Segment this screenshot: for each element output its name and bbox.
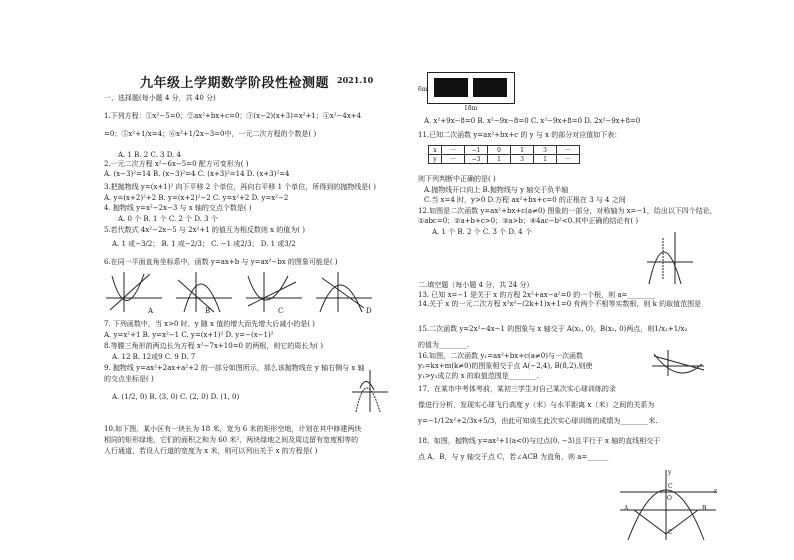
question-1-options: A. 1 B. 2 C. 3 D. 4 bbox=[118, 151, 181, 159]
question-14-line-2: 的值为________. bbox=[418, 341, 470, 349]
graph-c bbox=[246, 272, 302, 312]
question-11-options-ab: A.抛物线开口向上 B.抛物线与 y 轴交于负半轴 bbox=[424, 186, 569, 194]
fig18-label-o: O bbox=[667, 495, 672, 502]
fig18-label-c: C bbox=[668, 483, 673, 490]
question-7: 7. 下列函数中，当 x>0 时，y 随 x 值的增大而先增大后减小的是( ) bbox=[104, 320, 315, 328]
question-11-table bbox=[428, 145, 580, 164]
question-6: 6.在同一平面直角坐标系中，函数 y=ax+b 与 y=ax²−bx 的图象可能是( ) bbox=[104, 258, 338, 266]
graph-d bbox=[316, 272, 372, 312]
question-5: 5.若代数式 4x²−2x−5 与 2x²+1 的值互为相反数则 x 的值为( ) bbox=[104, 226, 305, 234]
question-15: 15.二次函数 y=2x²−4x−1 的图象与 x 轴交于 A(x₁, 0)，B(x₂, 0)两点，则1/x₁+1/x₂ bbox=[418, 325, 688, 333]
question-14: 14.关于 x 的一元二次方程 x²x²−(2k+1)x+1=0 有两个不相等实数根，则 k 的取值范围是 bbox=[418, 300, 702, 308]
q6-choice-a: A bbox=[148, 307, 154, 315]
q6-choice-b: B bbox=[205, 307, 211, 315]
question-9-options: A. (1/2, 0) B. (3, 0) C. (2, 0) D. (1, 0) bbox=[112, 393, 240, 401]
graph-a bbox=[106, 272, 162, 312]
question-16-graph bbox=[650, 348, 706, 378]
question-10-line-2: 相同的矩形绿地，它们的面积之和为 60 米²，两块绿地之间及周边留有宽度相等的 bbox=[104, 436, 359, 444]
q6-choice-d: D bbox=[366, 307, 372, 315]
question-9-graph bbox=[350, 368, 390, 414]
graph-b bbox=[176, 272, 232, 312]
question-4-options: A. 0 个 B. 1 个 C. 2 个 D. 3 个 bbox=[118, 215, 218, 223]
q6-choice-c: C bbox=[278, 307, 284, 315]
question-3-options: A. y=(x+2)²+2 B. y=(x+2)²−2 C. y=x²+2 D. y=x²−2 bbox=[104, 194, 289, 202]
table-row: x ··· −1 0 1 3 ··· bbox=[429, 146, 580, 155]
question-10-figure bbox=[427, 72, 515, 104]
question-8: 8.等腰三角形的两边长为方程 x²−7x+10=0 的两根，则它的周长为( ) bbox=[104, 342, 323, 350]
question-12-options: A. 1 个 B. 2 个 C. 3 个 D. 4 个 bbox=[432, 228, 532, 236]
question-18-line-1: 18、如图，抛物线 y=ax²+1(a<0)与过点(0, −3)且平行于 x 轴的直线相交于 bbox=[418, 437, 661, 445]
question-16-line-1: 16.如图，二次函数 y₁=ax²+bx+c(a≠0)与一次函数 bbox=[418, 352, 583, 360]
section-heading-fill: 二.填空题（每小题 4 分，共 24 分） bbox=[418, 281, 534, 289]
question-16-line-3: y₁>y₂成立的 x 的取值范围是________. bbox=[418, 372, 540, 380]
question-16-line-2: y₂=kx+m(k≠0)的图象相交于点 A(−2,4), B(8,2),则使 bbox=[418, 362, 593, 370]
question-5-options: A. 1 或−3/2； B. 1 或−2/3； C. −1 或2/3； D. 1 或3/2 bbox=[112, 240, 296, 248]
figure-width-label: 6m bbox=[418, 86, 428, 93]
section-heading-choice: 一、选择题(每小题 4 分，共 40 分) bbox=[104, 94, 216, 102]
question-1-line-2: =0；⑤x²+1/x=4；⑥x²+1/2x−3=0中，一元二次方程的个数是( ) bbox=[104, 130, 317, 138]
question-4: 4. 抛物线 y=x²−2x−3 与 x 轴的交点个数是( ) bbox=[104, 204, 252, 212]
green-area-right bbox=[473, 78, 507, 97]
question-6-graphs bbox=[104, 268, 384, 316]
question-13: 13. 已知 x=−1 是关于 x 的方程 2x²+ax−a²=0 的一个根，则 a=________ bbox=[418, 291, 656, 299]
page-title: 九年级上学期数学阶段性检测题 bbox=[140, 76, 330, 91]
fig18-label-x: x bbox=[714, 488, 718, 495]
question-2: 2.一元二次方程 x²−6x−5=0 配方可变形为( ) bbox=[104, 160, 249, 168]
question-11-prompt: 则下列判断中正确的是( ) bbox=[418, 175, 496, 183]
question-3: 3.把抛物线 y=(x+1)² 向下平移 2 个单位，再向右平移 1 个单位，所得到的抛物线是( ) bbox=[104, 183, 376, 191]
question-18-line-2: 点 A、B，与 y 轴交于点 C，若∠ACB 为直角，则 a=______ bbox=[418, 453, 609, 461]
question-17-line-1: 17、在某市中考体考前，某初三学生对自己某次实心球训练的录 bbox=[418, 385, 616, 393]
question-10-options: A. x²+9x−8=0 B. x²−9x−8=0 C. x²−9x+8=0 D. 2x²−9x+8=0 bbox=[424, 117, 641, 125]
fig18-label-c-low: C bbox=[668, 529, 673, 536]
question-12-line-2: ①abc=0；②a+b+c>0；③a>b；④4ac−b²<0.其中正确的结论有( ) bbox=[418, 217, 639, 225]
question-10-line-3: 人行通道，若设人行道的宽度为 x 米，则可以列出关于 x 的方程是( ) bbox=[104, 447, 318, 455]
fig18-label-b: B bbox=[702, 505, 707, 512]
question-11-options-cd: C.当 x=4 时，y>0 D.方程 ax²+bx+c=0 的正根在 3 与 4 之间 bbox=[424, 196, 626, 204]
question-9-line-1: 9. 抛物线 y=ax²+2ax+a²+2 的一部分如图所示，那么该抛物线在 y 轴右侧与 x 轴 bbox=[104, 364, 365, 372]
question-17-line-3: y=−1/12x²+2/3x+5/3，由此可知该生此次实心球训练的成绩为________米. bbox=[418, 417, 658, 425]
question-2-options: A. (x−3)²=14 B. (x−3)²=4 C. (x+3)²=14 D. (x+3)²=4 bbox=[104, 170, 290, 178]
question-10-line-1: 10.如下图，某小区有一块长为 18 米，宽为 6 米的矩形空地，计划在其中修建两块 bbox=[104, 425, 362, 433]
table-row: y ··· −3 1 3 1 ··· bbox=[429, 155, 580, 164]
green-area-left bbox=[434, 78, 468, 97]
fig18-label-a: A bbox=[624, 505, 629, 512]
fig18-label-y: y bbox=[668, 469, 672, 476]
question-11: 11.已知二次函数 y=ax²+bx+c 的 y 与 x 的部分对应值如下表： bbox=[418, 131, 622, 139]
question-12-graph bbox=[645, 230, 695, 286]
question-8-options: A. 12 B. 12或9 C. 9 D. 7 bbox=[112, 353, 196, 361]
exam-date: 2021.10 bbox=[337, 75, 374, 85]
question-12-line-1: 12.如图是二次函数 y=ax²+bx+c(a≠0) 图象的一部分，对称轴为 x=−1，给出以下四个结论， bbox=[418, 207, 717, 215]
question-1-line-1: 1.下列方程：①x²−5=0；②ax²+bx+c=0；③(x−2)(x+3)=x²+1；④x²−4x+4 bbox=[104, 112, 362, 120]
question-7-options: A. y=x²+1 B. y=x²−1 C. y=(x+1)² D. y=−(x−1)² bbox=[104, 331, 274, 339]
figure-length-label: 18m bbox=[464, 105, 478, 112]
question-9-line-2: 的交点坐标是( ) bbox=[104, 375, 154, 383]
question-17-line-2: 像进行分析，发现实心球飞行高度 y（米）与水平距离 x（米）之间的关系为 bbox=[418, 401, 655, 409]
